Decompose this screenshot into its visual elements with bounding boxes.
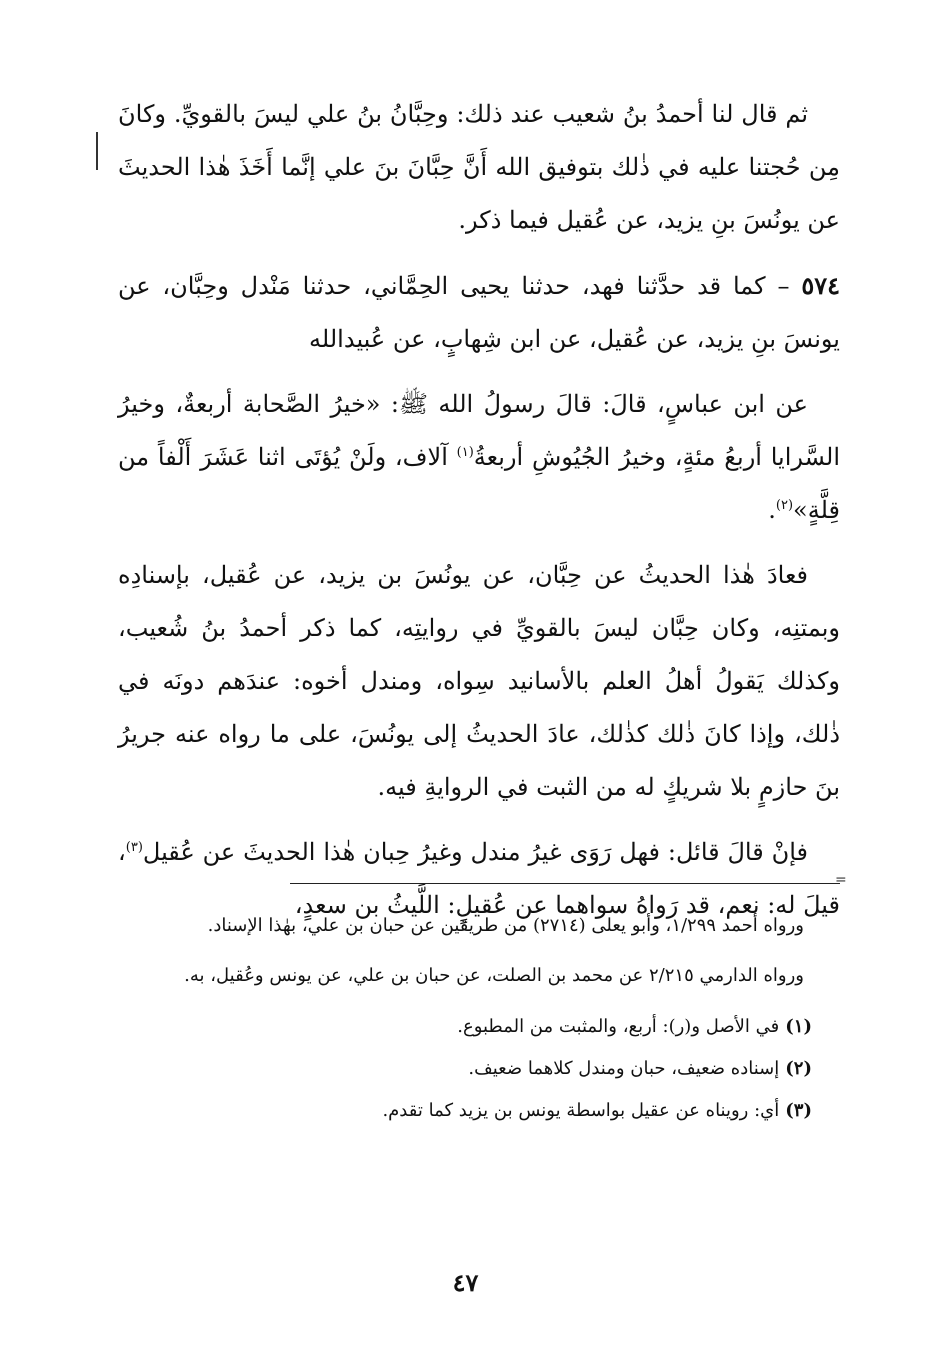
paragraph-3-text-a: عن ابن عباسٍ، قالَ: قالَ رسولُ الله ﷺ: «خيرُ الصَّحابة أربعةٌ، وخيرُ السَّرايا أربعُ مئةٍ، وخيرُ الجُيُوشِ أربعةُ	[118, 390, 841, 471]
footnote-item	[126, 1048, 812, 1090]
paragraph-4: فعادَ هٰذا الحديثُ عن حِبَّان، عن يونُسَ بن يزيد، عن عُقيل، بإسنادِه وبمتنِه، وكان حِبَّان ليسَ بالقويِّ في روايتِه، كما ذكر أحمدُ بنُ شُعيب، وكذلك يَقولُ أهلُ العلم بالأسانيد سِواه، ومندل أخوه: عندَهم دونَه في ذٰلك، وإذا كانَ ذٰلك كذٰلك، عادَ الحديثُ إلى يونُسَ، على ما رواه عنه جريرُ بنَ حازمٍ بلا شريكٍ له من الثبت في الروايةِ فيه.	[118, 561, 841, 801]
footnote-separator	[290, 883, 840, 884]
footnote-text: أي: رويناه عن عقيل بواسطة يونس بن يزيد كما تقدم.	[382, 1100, 780, 1121]
footnote-item	[126, 1090, 812, 1132]
footnote-text: في الأصل و(ر): أربع، والمثبت من المطبوع.	[457, 1016, 780, 1037]
paragraph-3-text-b: آلاف، ولَنْ يُؤتَى اثنا عَشَرَ أَلْفاً من قِلَّةٍ»	[118, 443, 840, 524]
paragraph-3	[118, 378, 840, 537]
paragraph-2	[118, 259, 840, 366]
footnote-text: إسناده ضعيف، حبان ومندل كلاهما ضعيف.	[468, 1058, 780, 1079]
main-text	[118, 88, 840, 944]
continuation-mark: =	[835, 872, 847, 888]
paragraph-3-end: .	[768, 496, 776, 524]
footnote-list	[126, 1006, 836, 1132]
footnote-item	[126, 1006, 812, 1048]
page-number: ٤٧	[452, 1268, 479, 1297]
paragraph-1: ثم قال لنا أحمدُ بنُ شعيب عند ذلك: وحِبَّانُ بنُ علي ليسَ بالقويِّ. وكانَ مِن حُجتنا عليه في ذٰلك بتوفيق الله أَنَّ حِبَّانَ بنَ علي إنَّما أَخَذَ هٰذا الحديثَ عن يونُسَ بنِ يزيد، عن عُقيل فيما ذكر.	[118, 100, 840, 234]
footnote-continuation-2: ورواه الدارمي ٢/٢١٥ عن محمد بن الصلت، عن حبان بن علي، عن يونس وعُقيل، به.	[184, 965, 804, 986]
footnote-continuation-1: ورواه أحمد ١/٢٩٩، وأبو يعلى (٢٧١٤) من طريقين عن حبان بن علي، بهٰذا الإسناد.	[207, 915, 804, 936]
paragraph-2-text: – كما قد حدَّثنا فهد، حدثنا يحيى الحِمَّاني، حدثنا مَنْدل وحِبَّان، عن يونسَ بنِ يزيد، عن عُقيل، عن ابن شِهابٍ، عن عُبيدالله	[118, 272, 840, 353]
footnote-mark: (٢)	[785, 1058, 812, 1079]
margin-line-mark	[96, 132, 98, 170]
footnote-mark: (٣)	[785, 1100, 812, 1121]
footnote-ref-3[interactable]: (٣)	[125, 840, 143, 855]
paragraph-5-text-a: فإنْ قالَ قائل: فهل رَوَى غيرُ مندل وغيرُ حِبان هٰذا الحديثَ عن عُقيل	[142, 838, 808, 866]
footnote-ref-1[interactable]: (١)	[456, 445, 474, 460]
hadith-number: ٥٧٤	[801, 271, 840, 300]
paragraph-5-text-b: ، قيلَ له: نعم، قد رَواهُ سواهما عن عُقيلٍ: اللَّيثُ بن سعدٍ،	[118, 838, 840, 919]
footnote-mark: (١)	[785, 1016, 812, 1037]
footnote-ref-2[interactable]: (٢)	[775, 498, 794, 513]
footnotes-section	[126, 906, 836, 1132]
